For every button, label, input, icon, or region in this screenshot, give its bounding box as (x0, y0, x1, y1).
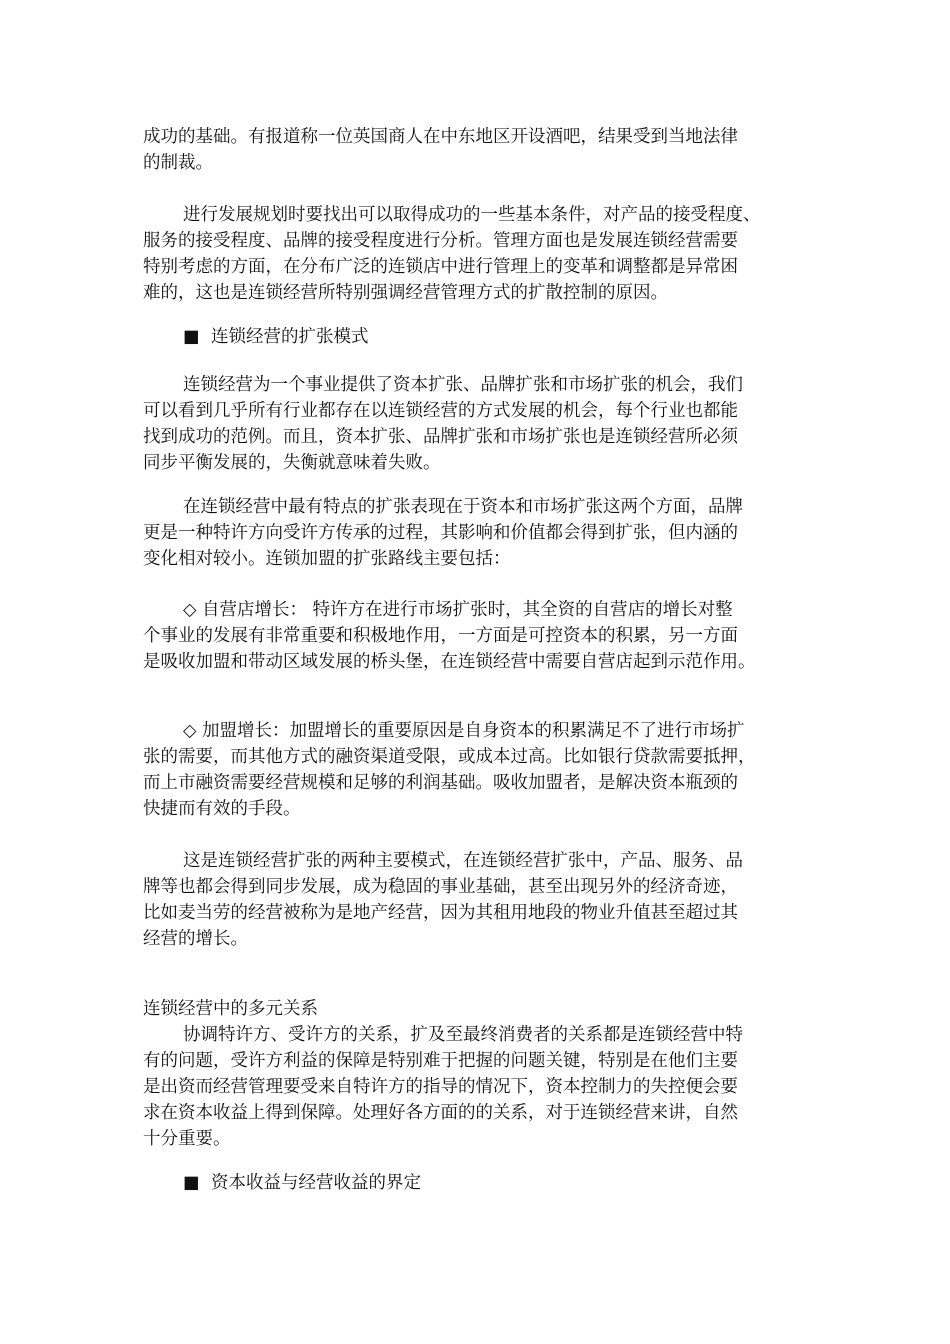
section-heading-multiple-relationships (143, 996, 821, 1022)
text-line: 张的需要，而其他方式的融资渠道受限，或成本过高。比如银行贷款需要抵押， (143, 747, 756, 767)
text-line: 有的问题，受许方利益的保障是特别难于把握的问题关键，特别是在他们主要 (143, 1051, 738, 1071)
section-heading-capital-vs-operating-income (183, 1170, 421, 1196)
text-line: 快捷而有效的手段。 (143, 799, 301, 819)
paragraph-3 (143, 372, 821, 476)
square-bullet-icon: ■ (183, 327, 200, 347)
square-bullet-icon: ■ (183, 1173, 200, 1193)
text-line: 特别考虑的方面，在分布广泛的连锁店中进行管理上的变革和调整都是异常困 (143, 257, 738, 277)
text-line: 而上市融资需要经营规模和足够的利润基础。吸收加盟者，是解决资本瓶颈的 (143, 773, 738, 793)
text-line: 比如麦当劳的经营被称为是地产经营，因为其租用地段的物业升值甚至超过其 (143, 903, 738, 923)
text-line: 这是连锁经营扩张的两种主要模式，在连锁经营扩张中，产品、服务、品 (183, 851, 743, 871)
text-line: 可以看到几乎所有行业都存在以连锁经营的方式发展的机会，每个行业也都能 (143, 401, 738, 421)
text-line: 成功的基础。有报道称一位英国商人在中东地区开设酒吧，结果受到当地法律 (143, 127, 738, 147)
text-line: 是出资而经营管理要受来自特许方的指导的情况下，资本控制力的失控便会要 (143, 1077, 738, 1097)
heading-text: 连锁经营中的多元关系 (143, 999, 318, 1019)
text-line: 求在资本收益上得到保障。处理好各方面的的关系，对于连锁经营来讲，自然 (143, 1103, 738, 1123)
paragraph-self-operated-growth (143, 597, 821, 675)
text-line: 找到成功的范例。而且，资本扩张、品牌扩张和市场扩张也是连锁经营所必须 (143, 427, 738, 447)
text-line: 进行发展规划时要找出可以取得成功的一些基本条件，对产品的接受程度、 (183, 205, 761, 225)
text-line: ◇ 自营店增长： 特许方在进行市场扩张时，其全资的自营店的增长对整 (183, 600, 733, 620)
text-line: 更是一种特许方向受许方传承的过程，其影响和价值都会得到扩张，但内涵的 (143, 523, 738, 543)
text-line: 难的，这也是连锁经营所特别强调经营管理方式的扩散控制的原因。 (143, 283, 668, 303)
text-line: 在连锁经营中最有特点的扩张表现在于资本和市场扩张这两个方面，品牌 (183, 497, 743, 517)
text-line: 的制裁。 (143, 153, 213, 173)
heading-text: 资本收益与经营收益的界定 (211, 1173, 421, 1193)
paragraph-franchise-growth (143, 718, 821, 822)
section-heading-expansion-model (183, 324, 369, 350)
paragraph-1 (143, 124, 821, 176)
text-line: 十分重要。 (143, 1129, 231, 1149)
text-line: 是吸收加盟和带动区域发展的桥头堡，在连锁经营中需要自营店起到示范作用。 (143, 652, 756, 672)
text-line: 变化相对较小。连锁加盟的扩张路线主要包括： (143, 549, 511, 569)
paragraph-8 (143, 1022, 821, 1152)
text-line: 个事业的发展有非常重要和积极地作用，一方面是可控资本的积累，另一方面 (143, 626, 738, 646)
text-line: ◇ 加盟增长：加盟增长的重要原因是自身资本的积累满足不了进行市场扩 (183, 721, 745, 741)
text-line: 牌等也都会得到同步发展，成为稳固的事业基础，甚至出现另外的经济奇迹， (143, 877, 738, 897)
paragraph-7 (143, 848, 821, 952)
text-line: 连锁经营为一个事业提供了资本扩张、品牌扩张和市场扩张的机会，我们 (183, 375, 743, 395)
text-line: 服务的接受程度、品牌的接受程度进行分析。管理方面也是发展连锁经营需要 (143, 231, 738, 251)
text-line: 经营的增长。 (143, 929, 248, 949)
heading-text: 连锁经营的扩张模式 (211, 327, 369, 347)
paragraph-4 (143, 494, 821, 572)
text-line: 协调特许方、受许方的关系，扩及至最终消费者的关系都是连锁经营中特 (183, 1025, 743, 1045)
paragraph-2 (143, 202, 821, 306)
text-line: 同步平衡发展的，失衡就意味着失败。 (143, 453, 441, 473)
